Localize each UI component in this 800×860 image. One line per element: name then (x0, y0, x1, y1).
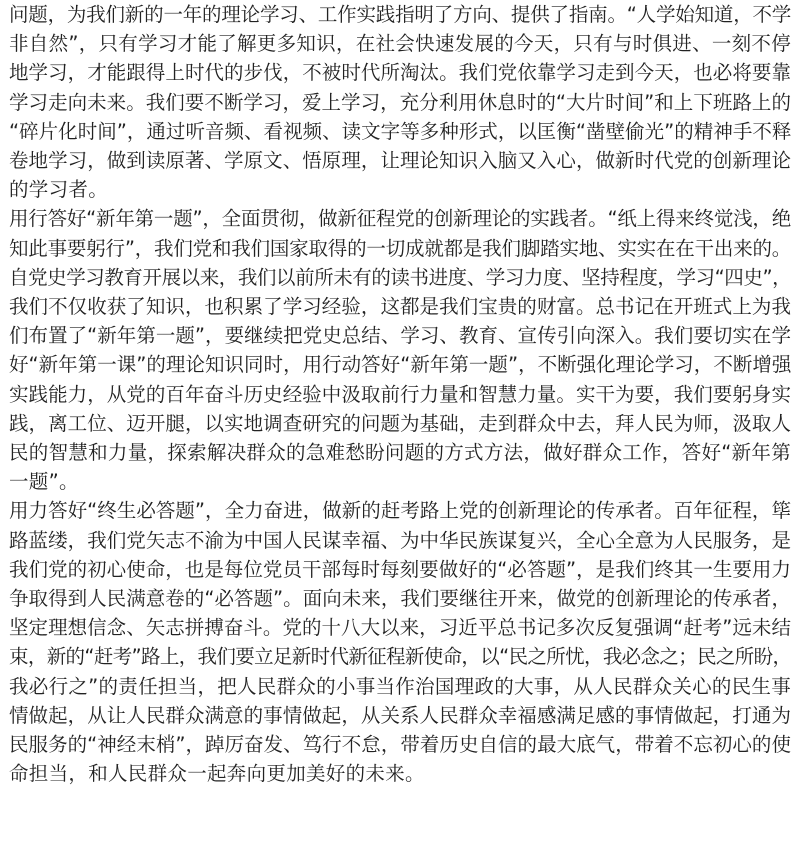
text-line: 学习走向未来。我们要不断学习，爱上学习，充分利用休息时的“大片时间”和上下班路上的 (9, 90, 791, 114)
text-line: 卷地学习，做到读原著、学原文、悟原理，让理论知识入脑又入心，做新时代党的创新理论 (9, 149, 792, 173)
text-line: 好“新年第一课”的理论知识同时，用行动答好“新年第一题”，不断强化理论学习，不断增强 (9, 353, 792, 377)
text-line: 问题，为我们新的一年的理论学习、工作实践指明了方向、提供了指南。“人学始知道，不学 (9, 3, 792, 26)
document-body (9, 0, 791, 788)
text-line: “碎片化时间”，通过听音频、看视频、读文字等多种形式，以匡衡“凿壁偷光”的精神手不释 (9, 119, 792, 143)
text-line: 们布置了“新年第一题”，要继续把党史总结、学习、教育、宣传引向深入。我们要切实在学 (9, 324, 791, 348)
text-line: 民的智慧和力量，探索解决群众的急难愁盼问题的方式方法，做好群众工作，答好“新年第 (9, 441, 791, 465)
text-line: 实践能力，从党的百年奋斗历史经验中汲取前行力量和智慧力量。实干为要，我们要躬身实 (9, 382, 792, 406)
text-line: 非自然”，只有学习才能了解更多知识，在社会快速发展的今天，只有与时俱进、一刻不停 (9, 32, 791, 56)
text-line: 用行答好“新年第一题”，全面贯彻，做新征程党的创新理论的实践者。“纸上得来终觉浅，绝 (9, 207, 791, 231)
text-line: 知此事要躬行”，我们党和我们国家取得的一切成就都是我们脚踏实地、实实在在干出来的。 (9, 236, 792, 260)
text-line: 情做起，从让人民群众满意的事情做起，从关系人民群众幸福感满足感的事情做起，打通为 (9, 703, 792, 727)
text-line: 践，离工位、迈开腿，以实地调查研究的问题为基础，走到群众中去，拜人民为师，汲取人 (9, 411, 792, 435)
text-line: 束，新的“赶考”路上，我们要立足新时代新征程新使命，以“民之所忧，我必念之；民之所盼， (9, 645, 792, 669)
paragraph-1 (9, 0, 791, 204)
text-line: 命担当，和人民群众一起奔向更加美好的未来。 (9, 762, 425, 786)
text-line: 民服务的“神经末梢”，踔厉奋发、笃行不怠，带着历史自信的最大底气，带着不忘初心的使 (9, 733, 791, 757)
text-line: 坚定理想信念、矢志拼搏奋斗。党的十八大以来，习近平总书记多次反复强调“赶考”远未结 (9, 616, 791, 640)
text-line: 争取得到人民满意卷的“必答题”。面向未来，我们要继往开来，做党的创新理论的传承者， (9, 587, 791, 611)
text-line: 路蓝缕，我们党矢志不渝为中国人民谋幸福、为中华民族谋复兴，全心全意为人民服务，是 (9, 528, 792, 552)
text-line: 自党史学习教育开展以来，我们以前所未有的读书进度、学习力度、坚持程度，学习“四史”， (9, 265, 792, 289)
text-line: 用力答好“终生必答题”，全力奋进，做新的赶考路上党的创新理论的传承者。百年征程，筚 (9, 499, 791, 523)
text-line: 的学习者。 (9, 178, 109, 202)
paragraph-2 (9, 204, 791, 496)
text-line: 一题”。 (9, 470, 79, 494)
text-line: 我必行之”的责任担当，把人民群众的小事当作治国理政的大事，从人民群众关心的民生事 (9, 674, 791, 698)
text-line: 我们党的初心使命，也是每位党员干部每时每刻要做好的“必答题”，是我们终其一生要用力 (9, 557, 791, 581)
paragraph-3 (9, 496, 791, 788)
text-line: 地学习，才能跟得上时代的步伐，不被时代所淘汰。我们党依靠学习走到今天，也必将要靠 (9, 61, 792, 85)
text-line: 我们不仅收获了知识，也积累了学习经验，这都是我们宝贵的财富。总书记在开班式上为我 (9, 295, 792, 319)
